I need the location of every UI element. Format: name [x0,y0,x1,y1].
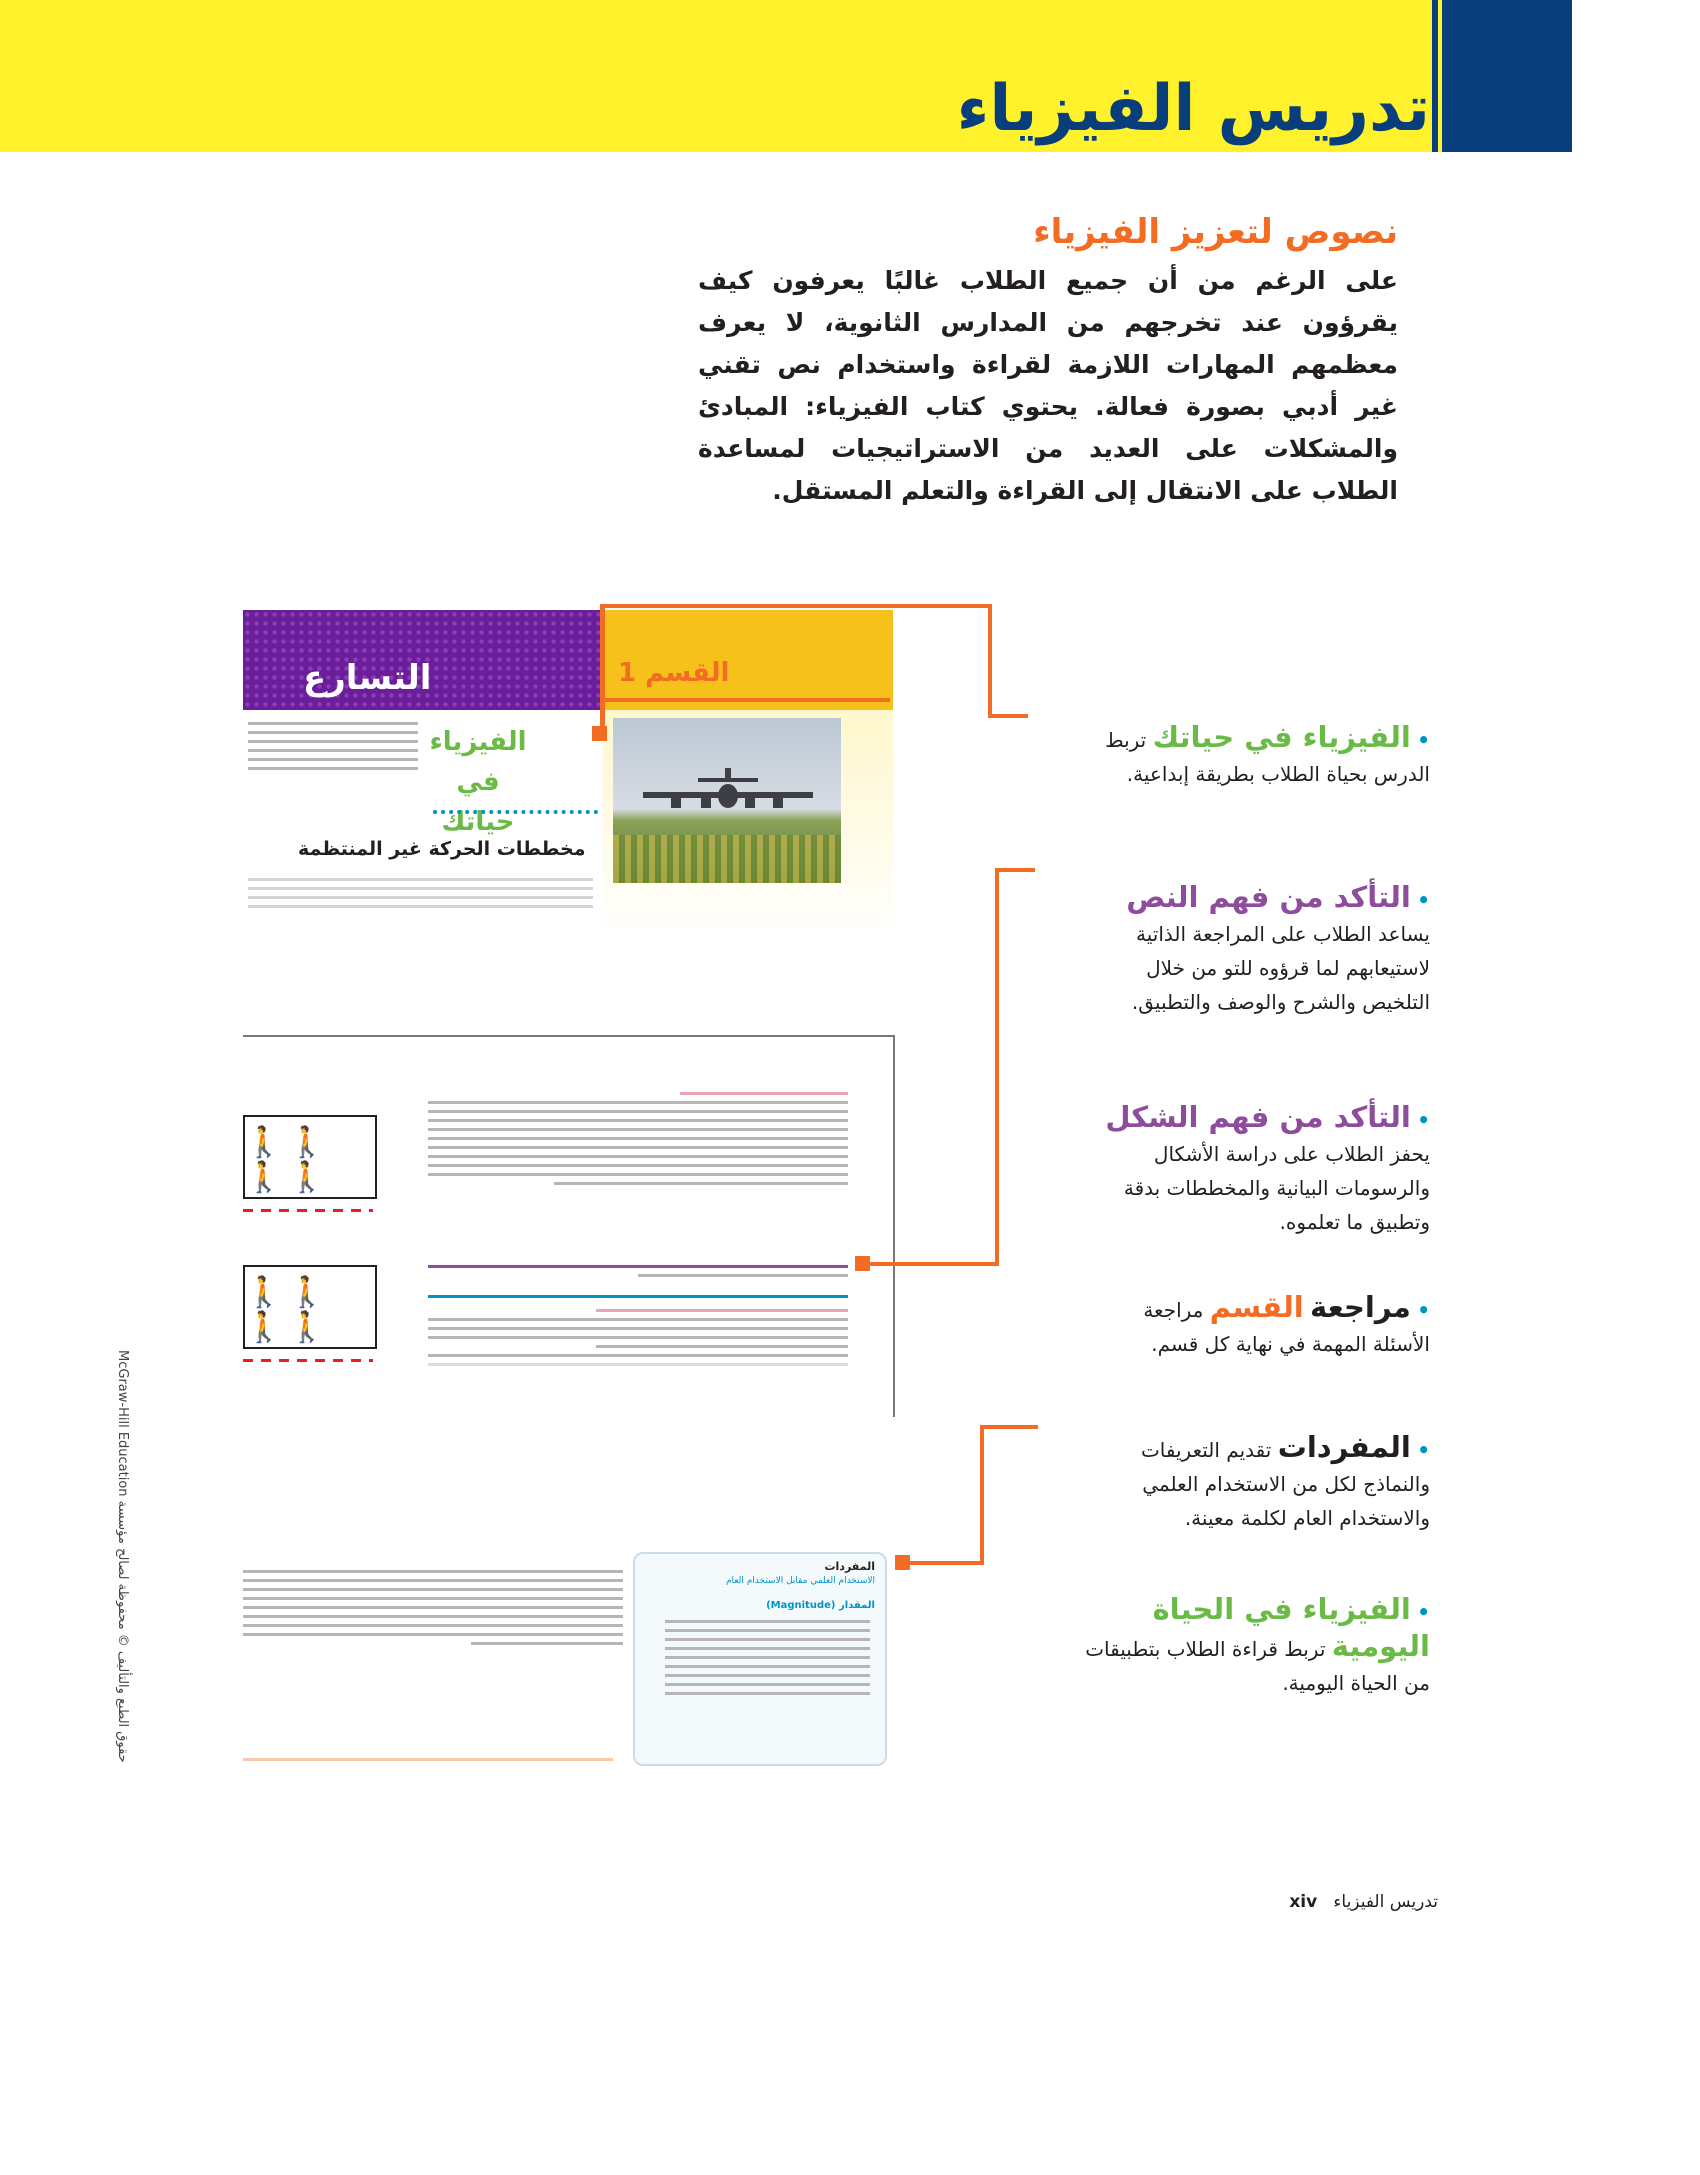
footer-label: تدريس الفيزياء [1333,1892,1438,1912]
callout-title: التأكد من فهم النص [1126,880,1411,914]
header-divider [1432,0,1438,152]
connector-line [600,698,890,702]
connector-line [600,604,605,732]
callout-figure-check [1080,1100,1430,1239]
callout-text: تقديم التعريفات والنماذج لكل من الاستخدام العلمي والاستخدام العام لكلمة معينة. [1140,1438,1430,1530]
intro-heading: نصوص لتعزيز الفيزياء [1033,212,1398,252]
body-text-lines [248,878,593,914]
connector-line [900,1561,984,1565]
callout-section-review [1080,1290,1430,1361]
bullet-icon: • [1417,1438,1430,1462]
section-label: القسم 1 [618,658,730,688]
bullet-icon: • [1417,1298,1430,1322]
body-text-lines [248,722,418,776]
bullet-icon: • [1417,1108,1430,1132]
connector-marker [895,1555,910,1570]
bullet-icon: • [1417,1600,1430,1624]
sample-page-chapter-opener [243,610,893,942]
connector-marker [855,1256,870,1271]
connector-line [988,714,1028,718]
intro-paragraph: على الرغم من أن جميع الطلاب غالبًا يعرفون كيف يقرؤون عند تخرجهم من المدارس الثانوية، لا يعرف معظمهم المهارات اللازمة لقراءة واستخدام نص تقني غير أدبي بصورة فعالة. يحتوي كتاب الفيزياء: المبادئ والمشكلات على العديد من الاستراتيجيات لمساعدة الطلاب على الانتقال إلى القراءة والتعلم المستقل. [698,266,1398,505]
vocabulary-term: المقدار (Magnitude) [766,1600,875,1611]
vocabulary-box-title: المفردات [824,1560,875,1573]
page-title: تدريس الفيزياء [956,72,1430,146]
feature-label: الفيزياء في حياتك [429,727,527,837]
callout-title: التأكد من فهم الشكل [1105,1100,1411,1134]
callout-text: يحفز الطلاب على دراسة الأشكال والرسومات البيانية والمخططات بدقة وتطبيق ما تعلموه. [1123,1142,1430,1234]
bullet-icon: • [1417,888,1430,912]
dotted-rule [433,810,598,814]
callout-title-b: القسم [1209,1290,1304,1324]
motion-diagram-figure: 🚶🚶🚶🚶 [243,1265,377,1349]
body-text-lines [428,1092,848,1191]
connector-line [995,868,1035,872]
callout-vocabulary [1080,1430,1430,1535]
body-text-lines [428,1309,848,1372]
callout-text: تربط قراءة الطلاب بتطبيقات من الحياة اليومية. [1085,1637,1430,1695]
connector-line [600,604,992,608]
callout-physics-everyday [1080,1592,1430,1700]
motion-diagram-figure: 🚶🚶🚶🚶 [243,1115,377,1199]
connector-line [995,868,999,1266]
callout-title: المفردات [1277,1430,1411,1464]
motion-vector-dashes [243,1209,373,1212]
definition-lines [665,1620,870,1701]
bullet-icon: • [1417,728,1430,752]
section-rule [243,1758,613,1761]
connector-line [980,1425,984,1565]
callout-physics-in-your-life [1080,720,1430,791]
callout-title: الفيزياء في الحياة اليومية [1152,1592,1430,1663]
callout-text: يساعد الطلاب على المراجعة الذاتية لاستيعابهم لما قرؤوه للتو من خلال التلخيص والشرح والوصف والتطبيق. [1131,922,1430,1014]
connector-line [988,604,992,718]
sample-page-motion-diagrams [243,1035,895,1417]
callout-text: تربط الدرس بحياة الطلاب بطريقة إبداعية. [1105,728,1430,786]
check-box-rule [428,1261,848,1298]
airplane-photo [613,718,841,883]
header-tab [1442,0,1572,152]
connector-marker [592,726,607,741]
subheading: مخططات الحركة غير المنتظمة [298,838,586,860]
sample-page-vocabulary [243,1540,893,1770]
vocabulary-box [633,1552,887,1766]
callout-title-a: مراجعة [1310,1290,1411,1324]
chapter-title: التسارع [303,658,432,698]
connector-line [980,1425,1038,1429]
vocabulary-box-subtitle: الاستخدام العلمي مقابل الاستخدام العام [725,1576,875,1586]
page-number: xiv [1289,1892,1318,1912]
body-text-lines [243,1570,623,1651]
copyright-notice: McGraw-Hill Education حقوق الطبع والتأليف © محفوظة لصالح مؤسسة [115,1350,130,1763]
callout-reading-check [1080,880,1430,1019]
callout-title: الفيزياء في حياتك [1152,720,1411,754]
connector-line [860,1262,999,1266]
page-footer [1289,1892,1438,1912]
callout-text: مراجعة الأسئلة المهمة في نهاية كل قسم. [1143,1298,1430,1356]
motion-vector-dashes [243,1359,373,1362]
